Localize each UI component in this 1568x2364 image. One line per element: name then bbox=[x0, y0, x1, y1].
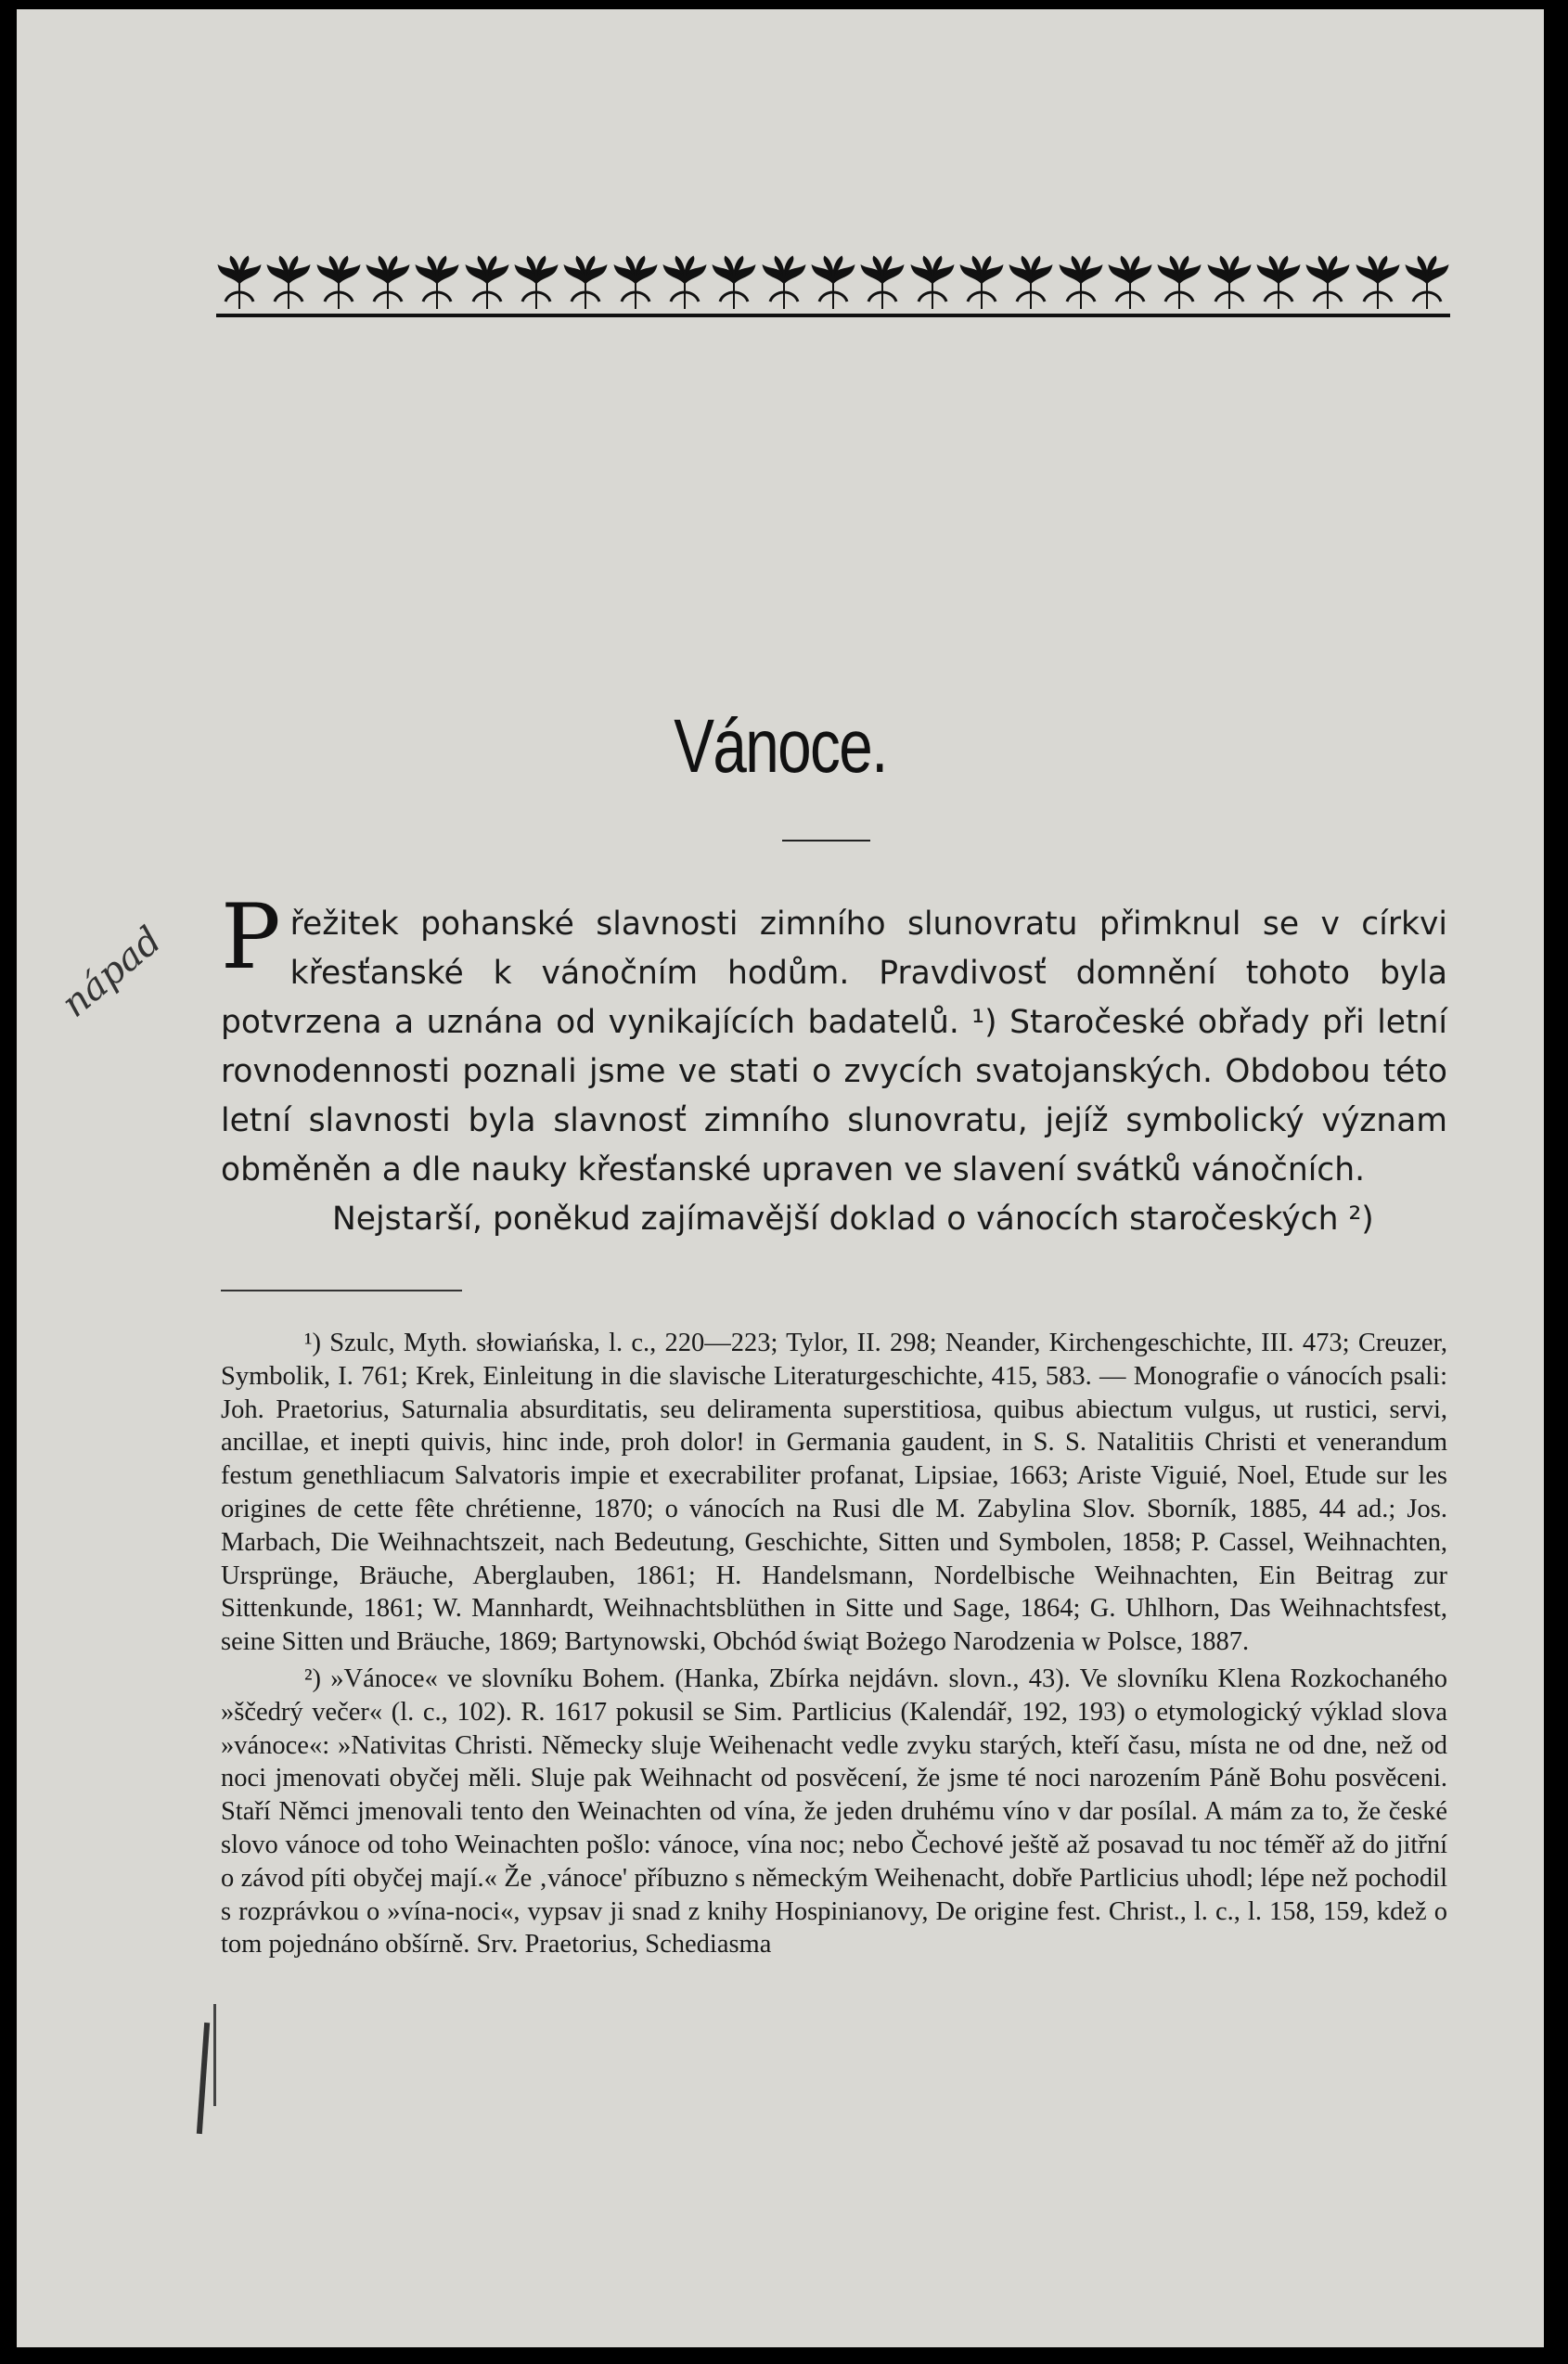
footnote-2: ²) »Vánoce« ve slovníku Bohem. (Hanka, Zbírka nejdávn. slovn., 43). Ve slovníku Klena Rozkochaného »ščedrý večer« (l. c., 102). R. 1617 pokusil se Sim. Partlicius (Kalendář, 192, 193) o etymologický výklad slova »vánoce«: »Nativitas Christi. Německy sluje Weihenacht vedle zvyku starých, kteří času, místa ne od dne, než od noci jmenovati obyčej měli. Sluje pak Weihnacht od posvěcení, že jsme té noci narozením Páně Bohu posvěceni. Staří Němci jmenovali tento den Weinachten od vína, že jeden druhému víno v dar posílal. A mám za to, že české slovo vánoce od toho Weinachten pošlo: vánoce, vína noc; nebo Čechové ještě až posavad tu noc téměř až do jitřní o závod píti obyčej mají.« Že ‚vánoce' příbuzno s německým Weihenacht, dobře Partlicius uhodl; lépe než pochodil s rozprávkou o »vína-noci«, vypsav ji snad z knihy Hospinianovy, De origine fest. Christ., l. c., l. 158, 159, kdež o tom pojednáno obšírně. Srv. Praetorius, Schediasma bbox=[221, 1664, 1447, 1959]
ornament-icon bbox=[761, 255, 807, 311]
ornamental-border bbox=[216, 246, 1450, 311]
footnotes bbox=[221, 1327, 1447, 1965]
margin-handwriting: nápad bbox=[53, 919, 170, 1026]
ornament-icon bbox=[662, 255, 708, 311]
border-rule bbox=[216, 314, 1450, 317]
ornament-icon bbox=[612, 255, 659, 311]
book-page bbox=[17, 9, 1544, 2347]
ornament-icon bbox=[810, 255, 856, 311]
ornament-icon bbox=[711, 255, 757, 311]
paragraph-1-text: řežitek pohanské slavnosti zimního slunovratu přimknul se v církvi křesťanské k vánočním hodům. Pravdivosť domnění tohoto byla potvrzena a uznána od vynikajících badatelů. ¹) Staročeské obřady při letní rovnodennosti poznali jsme ve stati o zvycích svatojanských. Obdobou této letní slavnosti byla slavnosť zimního slunovratu, jejíž symbolický význam obměněn a dle nauky křesťanské upraven ve slavení svátků vánočních. bbox=[221, 906, 1447, 1188]
ornament-icon bbox=[958, 255, 1005, 311]
ornament-icon bbox=[909, 255, 956, 311]
main-text bbox=[221, 885, 1447, 1244]
ornament-icon bbox=[265, 255, 312, 311]
ornament-icon bbox=[1355, 255, 1401, 311]
ornament-icon bbox=[315, 255, 362, 311]
ornament-icon bbox=[1107, 255, 1153, 311]
paragraph-2: Nejstarší, poněkud zajímavější doklad o vánocích staročeských ²) bbox=[332, 1201, 1374, 1238]
ornament-icon bbox=[464, 255, 510, 311]
ornament-icon bbox=[1008, 255, 1054, 311]
footnote-1: ¹) Szulc, Myth. słowiańska, l. c., 220—223; Tylor, II. 298; Neander, Kirchengeschichte, III. 473; Creuzer, Symbolik, I. 761; Krek, Einleitung in die slavische Literaturgeschichte, 415, 583. — Monografie o vánocích psali: Joh. Praetorius, Saturnalia absurditatis, seu deliramenta superstitiosa, quibus abiectum vulgus, ut rustici, servi, ancillae, et inepti quivis, hinc inde, proh dolor! in Germania gaudent, in S. S. Natalitiis Christi et venerandum festum genethliacum Salvatoris impie et execrabiliter profanat, Lipsiae, 1663; Ariste Viguié, Noel, Etude sur les origines de cette fête chrétienne, 1870; o vánocích na Rusi dle M. Zabylina Slov. Sborník, 1885, 44 ad.; Jos. Marbach, Die Weihnachtszeit, nach Bedeutung, Geschichte, Sitten und Symbolen, 1858; P. Cassel, Weihnachten, Ursprünge, Bräuche, Aberglauben, 1861; H. Handelsmann, Nordelbische Weihnachten, Ein Beitrag zur Sittenkunde, 1861; W. Mannhardt, Weihnachtsblüthen in Sitte und Sage, 1864; G. Uhlhorn, Das Weihnachtsfest, seine Sitten und Bräuche, 1869; Bartynowski, Obchód świąt Bożego Narodzenia w Polsce, 1887. bbox=[221, 1329, 1447, 1657]
ornament-icon bbox=[1305, 255, 1351, 311]
ornament-icon bbox=[859, 255, 906, 311]
paragraph-1 bbox=[221, 885, 1447, 1195]
margin-pencil-mark-2 bbox=[213, 2004, 216, 2106]
ornament-icon bbox=[1156, 255, 1202, 311]
title-divider bbox=[782, 840, 870, 842]
ornament-icon bbox=[1404, 255, 1450, 311]
drop-cap-initial: P bbox=[221, 885, 281, 989]
ornament-icon bbox=[365, 255, 411, 311]
footnote-rule bbox=[221, 1290, 462, 1291]
ornament-icon bbox=[513, 255, 559, 311]
page-title: Vánoce. bbox=[674, 704, 887, 789]
ornament-icon bbox=[414, 255, 460, 311]
margin-pencil-mark bbox=[197, 2023, 210, 2134]
ornament-icon bbox=[216, 255, 263, 311]
ornament-icon bbox=[562, 255, 609, 311]
ornament-icon bbox=[1058, 255, 1104, 311]
ornament-icon bbox=[1255, 255, 1302, 311]
ornament-icon bbox=[1206, 255, 1253, 311]
